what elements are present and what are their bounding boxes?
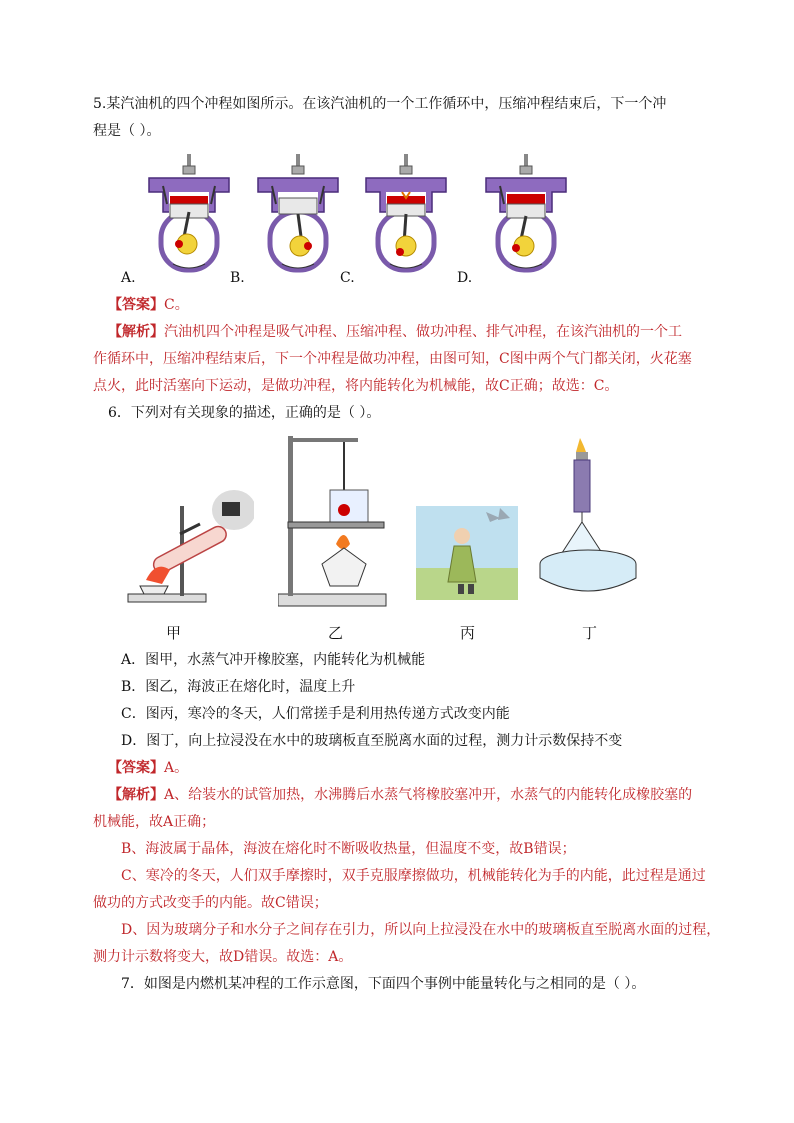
q6-option-b: B．图乙，海波正在熔化时，温度上升 xyxy=(121,679,356,695)
figure-ding xyxy=(538,436,640,602)
figure-label-bing: 丙 xyxy=(460,624,476,642)
q5-option-d: D. xyxy=(457,270,473,286)
q7-stem: 7．如图是内燃机某冲程的工作示意图，下面四个事例中能量转化与之相同的是（ ）。 xyxy=(121,976,646,992)
q6-analysis-line5: 做功的方式改变手的内能。故C错误； xyxy=(93,895,328,911)
q6-answer-tag: 【答案】 xyxy=(108,760,164,776)
q6-option-d: D．图丁，向上拉浸没在水中的玻璃板直至脱离水面的过程，测力计示数保持不变 xyxy=(121,733,623,749)
q6-analysis-text1: A、给装水的试管加热，水沸腾后水蒸气将橡胶塞冲开，水蒸气的内能转化成橡胶塞的 xyxy=(164,787,693,803)
q5-analysis-line1 xyxy=(108,322,682,342)
q5-option-c: C. xyxy=(340,270,355,286)
q6-analysis-line3: B、海波属于晶体，海波在熔化时不断吸收热量，但温度不变，故B错误； xyxy=(121,841,576,857)
q6-analysis-tag: 【解析】 xyxy=(108,787,164,803)
q5-stem-line2: 程是（ ）。 xyxy=(93,123,161,139)
q5-analysis-line3: 点火，此时活塞向下运动，是做功冲程，将内能转化为机械能，故C正确；故选：C。 xyxy=(93,378,619,394)
q6-option-a: A．图甲，水蒸气冲开橡胶塞，内能转化为机械能 xyxy=(121,652,426,668)
engine-diagram-d xyxy=(480,152,572,280)
figure-label-jia: 甲 xyxy=(166,624,182,642)
q5-answer-tag: 【答案】 xyxy=(108,297,164,313)
figure-jia xyxy=(122,476,254,606)
q5-analysis-tag: 【解析】 xyxy=(108,324,164,340)
q5-option-a: A. xyxy=(121,270,136,286)
figure-label-ding: 丁 xyxy=(582,624,598,642)
engine-diagram-a xyxy=(143,152,235,280)
figure-yi xyxy=(278,434,388,610)
q6-answer xyxy=(108,758,188,778)
q6-analysis-line7: 测力计示数将变大，故D错误。故选：A。 xyxy=(93,949,353,965)
q5-stem-line1: 5.某汽油机的四个冲程如图所示。在该汽油机的一个工作循环中，压缩冲程结束后，下一个冲 xyxy=(93,96,667,112)
q5-analysis-text1: 汽油机四个冲程是吸气冲程、压缩冲程、做功冲程、排气冲程，在该汽油机的一个工 xyxy=(164,324,682,340)
engine-diagram-c xyxy=(360,152,452,280)
q6-analysis-line6: D、因为玻璃分子和水分子之间存在引力，所以向上拉浸没在水中的玻璃板直至脱离水面的过程， xyxy=(121,922,721,938)
figure-bing xyxy=(416,506,518,600)
q6-analysis-line2: 机械能，故A正确； xyxy=(93,814,216,830)
q6-stem: 6．下列对有关现象的描述，正确的是（ ）。 xyxy=(108,405,381,421)
q6-analysis-line4: C、寒冷的冬天，人们双手摩擦时，双手克服摩擦做功，机械能转化为手的内能，此过程是通过 xyxy=(121,868,706,884)
q5-answer xyxy=(108,295,189,315)
q6-answer-value: A。 xyxy=(164,760,189,776)
q6-analysis-line1 xyxy=(108,785,692,805)
q5-analysis-line2: 作循环中，压缩冲程结束后，下一个冲程是做功冲程，由图可知，C图中两个气门都关闭，火花塞 xyxy=(93,351,692,367)
engine-diagram-b xyxy=(252,152,344,280)
figure-label-yi: 乙 xyxy=(328,624,344,642)
q6-option-c: C．图丙，寒冷的冬天，人们常搓手是利用热传递方式改变内能 xyxy=(121,706,510,722)
q5-answer-value: C。 xyxy=(164,297,189,313)
q5-option-b: B. xyxy=(230,270,245,286)
